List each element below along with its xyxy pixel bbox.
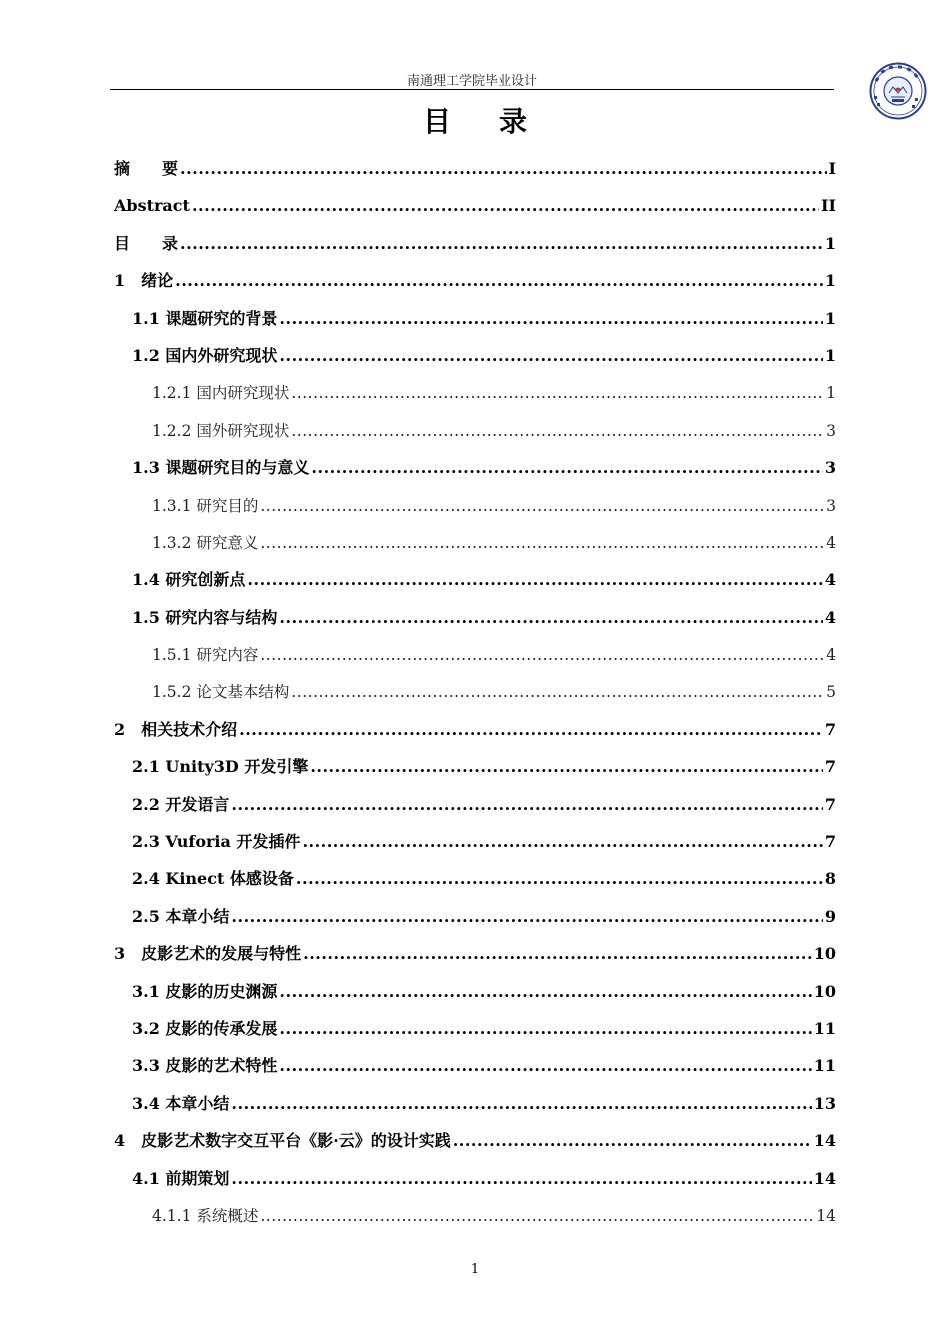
- toc-entry[interactable]: [114, 831, 836, 868]
- toc-entry[interactable]: [114, 681, 836, 718]
- toc-entry[interactable]: [114, 1205, 836, 1242]
- toc-dot-leader: [291, 681, 824, 703]
- toc-entry-page: 14: [816, 1206, 836, 1225]
- toc-dot-leader: [231, 1168, 811, 1190]
- toc-entry-title: 摘 要: [114, 159, 179, 178]
- toc-entry-title: 1.3.2 研究意义: [152, 533, 259, 552]
- toc-dot-leader: [180, 158, 827, 180]
- toc-dot-leader: [291, 420, 824, 442]
- toc-dot-leader: [453, 1130, 812, 1152]
- toc-entry-title: 2.3 Vuforia 开发插件: [132, 832, 301, 852]
- page-number: 1: [470, 1262, 480, 1277]
- toc-entry[interactable]: [114, 719, 836, 756]
- toc-entry-title: 1.5.1 研究内容: [152, 646, 259, 665]
- toc-entry[interactable]: [114, 1055, 836, 1092]
- toc-entry-page: 7: [824, 757, 836, 777]
- toc-entry[interactable]: [114, 644, 836, 681]
- toc-entry[interactable]: [114, 420, 836, 457]
- table-of-contents: [114, 158, 836, 1242]
- toc-entry-page: 3: [824, 458, 836, 478]
- toc-entry[interactable]: [114, 756, 836, 793]
- toc-entry-title: 1.2.1 国内研究现状: [152, 384, 290, 403]
- toc-dot-leader: [279, 308, 822, 330]
- toc-dot-leader: [296, 868, 823, 890]
- toc-entry[interactable]: [114, 495, 836, 532]
- toc-entry-page: 3: [826, 496, 836, 515]
- toc-entry[interactable]: [114, 345, 836, 382]
- toc-entry-page: 4: [826, 646, 836, 665]
- toc-entry[interactable]: [114, 1168, 836, 1205]
- toc-entry-title: 2.2 开发语言: [132, 794, 230, 814]
- toc-entry[interactable]: [114, 270, 836, 307]
- toc-dot-leader: [192, 195, 819, 217]
- toc-entry-title: 3.2 皮影的传承发展: [132, 1018, 278, 1038]
- toc-entry-title: 1.3 课题研究目的与意义: [132, 458, 310, 478]
- toc-entry-page: II: [821, 196, 836, 216]
- toc-entry[interactable]: [114, 794, 836, 831]
- toc-entry[interactable]: [114, 382, 836, 419]
- toc-dot-leader: [302, 831, 822, 853]
- toc-entry[interactable]: [114, 532, 836, 569]
- toc-entry-title: 4.1 前期策划: [132, 1168, 230, 1188]
- toc-entry-title: 3.3 皮影的艺术特性: [132, 1056, 278, 1076]
- toc-dot-leader: [279, 1055, 811, 1077]
- toc-dot-leader: [311, 457, 822, 479]
- toc-entry-title: 3 皮影艺术的发展与特性: [114, 944, 302, 964]
- toc-entry[interactable]: [114, 607, 836, 644]
- toc-dot-leader: [279, 1018, 811, 1040]
- toc-entry-page: 10: [813, 981, 836, 1001]
- toc-entry-page: 13: [813, 1093, 836, 1113]
- toc-entry-title: 1.1 课题研究的背景: [132, 308, 278, 328]
- toc-dot-leader: [231, 906, 822, 928]
- toc-dot-leader: [310, 756, 823, 778]
- toc-dot-leader: [180, 233, 823, 255]
- toc-entry-page: 7: [824, 832, 836, 852]
- toc-entry-page: 4: [824, 570, 836, 590]
- toc-entry-page: I: [828, 159, 836, 178]
- toc-dot-leader: [303, 943, 812, 965]
- toc-entry-title: 1 绪论: [114, 271, 174, 291]
- toc-entry-title: 3.1 皮影的历史渊源: [132, 981, 278, 1001]
- toc-entry-page: 11: [813, 1018, 836, 1038]
- toc-entry-page: 1: [826, 384, 836, 403]
- toc-entry-page: 10: [813, 944, 836, 964]
- toc-entry[interactable]: [114, 981, 836, 1018]
- toc-entry-title: 1.2 国内外研究现状: [132, 345, 278, 365]
- toc-entry[interactable]: [114, 868, 836, 905]
- toc-entry-page: 1: [824, 271, 836, 291]
- toc-entry-title: 2 相关技术介绍: [114, 719, 238, 739]
- toc-entry-title: Abstract: [114, 196, 190, 216]
- toc-entry-page: 9: [824, 906, 836, 926]
- toc-dot-leader: [279, 607, 822, 629]
- toc-entry-title: 1.3.1 研究目的: [152, 496, 259, 515]
- toc-entry-page: 14: [813, 1168, 836, 1188]
- toc-dot-leader: [231, 794, 822, 816]
- toc-entry-title: 4.1.1 系统概述: [152, 1206, 259, 1225]
- toc-entry-page: 5: [826, 683, 836, 702]
- toc-entry-page: 7: [824, 794, 836, 814]
- toc-entry-page: 7: [824, 719, 836, 739]
- toc-entry-title: 目 录: [114, 233, 179, 253]
- toc-dot-leader: [231, 1093, 811, 1115]
- running-header: 南通理工学院毕业设计: [406, 74, 537, 89]
- toc-entry-title: 3.4 本章小结: [132, 1093, 230, 1113]
- toc-entry-page: 1: [824, 308, 836, 328]
- toc-dot-leader: [260, 495, 824, 517]
- toc-entry-title: 1.4 研究创新点: [132, 570, 246, 590]
- toc-entry[interactable]: [114, 943, 836, 980]
- toc-entry-title: 1.5 研究内容与结构: [132, 607, 278, 627]
- toc-entry[interactable]: [114, 569, 836, 606]
- toc-dot-leader: [260, 1205, 814, 1227]
- toc-entry-page: 14: [813, 1131, 836, 1151]
- toc-entry[interactable]: [114, 906, 836, 943]
- toc-entry[interactable]: [114, 1093, 836, 1130]
- toc-entry-page: 4: [826, 533, 836, 552]
- toc-dot-leader: [260, 532, 824, 554]
- toc-dot-leader: [247, 569, 822, 591]
- page-title: 目录: [422, 105, 575, 138]
- toc-dot-leader: [279, 981, 811, 1003]
- toc-entry-page: 1: [824, 233, 836, 253]
- toc-entry-title: 2.1 Unity3D 开发引擎: [132, 757, 309, 777]
- toc-entry-page: 1: [824, 345, 836, 365]
- toc-entry[interactable]: [114, 308, 836, 345]
- toc-entry-page: 11: [813, 1056, 836, 1076]
- toc-entry-title: 4 皮影艺术数字交互平台《影·云》的设计实践: [114, 1131, 451, 1151]
- toc-entry[interactable]: [114, 457, 836, 494]
- toc-dot-leader: [260, 644, 824, 666]
- toc-dot-leader: [291, 382, 824, 404]
- toc-entry-page: 8: [824, 869, 836, 889]
- toc-dot-leader: [279, 345, 822, 367]
- toc-entry[interactable]: [114, 1018, 836, 1055]
- toc-dot-leader: [175, 270, 823, 292]
- toc-entry-title: 1.5.2 论文基本结构: [152, 683, 290, 702]
- toc-entry[interactable]: [114, 195, 836, 232]
- toc-entry-title: 2.4 Kinect 体感设备: [132, 869, 294, 889]
- toc-entry[interactable]: [114, 233, 836, 270]
- toc-entry[interactable]: [114, 158, 836, 195]
- toc-entry-page: 4: [824, 607, 836, 627]
- toc-entry-title: 1.2.2 国外研究现状: [152, 421, 290, 440]
- toc-entry[interactable]: [114, 1130, 836, 1167]
- toc-dot-leader: [239, 719, 823, 741]
- header-rule: [110, 89, 834, 90]
- toc-entry-page: 3: [826, 421, 836, 440]
- toc-entry-title: 2.5 本章小结: [132, 906, 230, 926]
